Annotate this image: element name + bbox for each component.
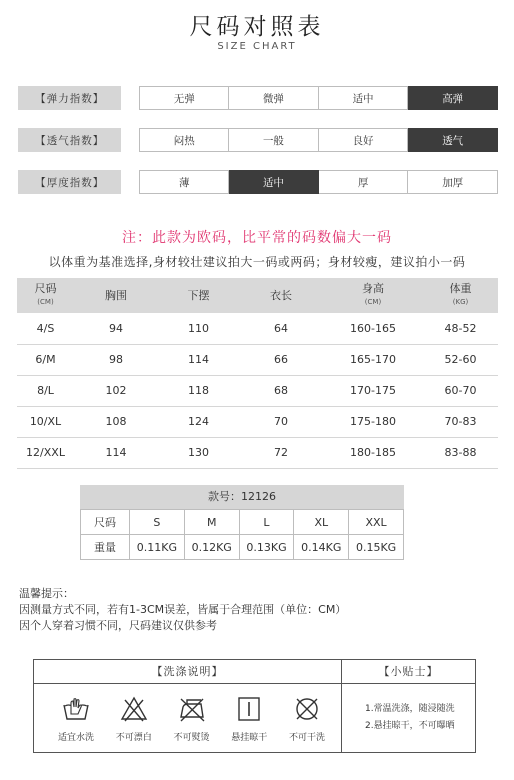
- table-cell: S: [130, 510, 185, 535]
- table-cell: XXL: [349, 510, 404, 535]
- table-cell: 0.12KG: [184, 535, 239, 560]
- scale-option: 加厚: [408, 170, 498, 194]
- table-row: [81, 535, 404, 560]
- table-row: [17, 406, 498, 437]
- care-label: 悬挂晾干: [231, 733, 268, 743]
- table-cell: 130: [158, 437, 239, 468]
- care-label: 不可干洗: [288, 733, 325, 743]
- no-bleach-icon: [119, 694, 149, 724]
- wash-title: 【洗涤说明】: [34, 660, 341, 684]
- header-cell: [323, 278, 423, 313]
- table-cell: 110: [158, 313, 239, 344]
- breathability-scale: [18, 128, 498, 152]
- table-cell: 98: [74, 344, 158, 375]
- scale-option-selected: 高弹: [408, 86, 498, 110]
- table-cell: 4/S: [17, 313, 74, 344]
- table-cell: 6/M: [17, 344, 74, 375]
- table-cell: 114: [74, 437, 158, 468]
- table-row: [17, 375, 498, 406]
- style-number: 款号：12126: [80, 485, 404, 509]
- header-label: 下摆: [187, 288, 210, 302]
- table-row: [17, 344, 498, 375]
- table-cell: 124: [158, 406, 239, 437]
- care-label: 适宜水洗: [57, 733, 94, 743]
- header-label: 衣长: [270, 288, 292, 302]
- table-cell: 70: [239, 406, 323, 437]
- weight-table: [80, 509, 404, 560]
- no-iron-icon: [177, 694, 207, 724]
- scale-label: 【厚度指数】: [18, 170, 121, 194]
- header-cell: [239, 278, 323, 313]
- no-dry-clean-icon: [292, 694, 322, 724]
- table-cell: 68: [239, 375, 323, 406]
- scale-label: 【透气指数】: [18, 128, 121, 152]
- header-label: 尺码: [34, 282, 57, 295]
- table-row: [81, 510, 404, 535]
- scale-option-selected: 透气: [408, 128, 498, 152]
- header-cell: [158, 278, 239, 313]
- size-table-header: [17, 278, 498, 313]
- table-cell: L: [239, 510, 294, 535]
- scale-option: 适中: [319, 86, 409, 110]
- small-tips-title: 【小贴士】: [342, 660, 475, 684]
- table-cell: 12/XXL: [17, 437, 74, 468]
- hand-wash-icon: [61, 694, 91, 724]
- table-cell: 48-52: [423, 313, 498, 344]
- small-tips: [342, 660, 475, 752]
- sizing-warning: 注：此款为欧码，比平常的码数偏大一码: [122, 230, 392, 246]
- header-unit: (CM): [37, 298, 54, 306]
- page-title: 尺码对照表: [189, 14, 325, 40]
- table-cell: 118: [158, 375, 239, 406]
- table-cell: 0.13KG: [239, 535, 294, 560]
- table-cell: 72: [239, 437, 323, 468]
- small-tip-line: 2.悬挂晾干，不可曝晒: [365, 721, 455, 731]
- header-unit: (CM): [364, 298, 382, 306]
- table-cell: 170-175: [323, 375, 423, 406]
- row-label: 尺码: [81, 510, 130, 535]
- scale-option: 闷热: [139, 128, 229, 152]
- scale-option: 无弹: [139, 86, 229, 110]
- table-cell: XL: [294, 510, 349, 535]
- header-label: 胸围: [105, 288, 127, 302]
- table-row: [17, 313, 498, 344]
- table-cell: 94: [74, 313, 158, 344]
- care-item: [279, 694, 335, 743]
- scale-option: 微弹: [229, 86, 319, 110]
- table-cell: 60-70: [423, 375, 498, 406]
- care-icons: [48, 694, 335, 743]
- row-label: 重量: [81, 535, 130, 560]
- table-cell: 70-83: [423, 406, 498, 437]
- tips-heading: 温馨提示：: [19, 587, 74, 600]
- scale-option: 薄: [139, 170, 229, 194]
- wash-instructions: [34, 660, 342, 752]
- hang-dry-icon: [234, 694, 264, 724]
- table-cell: 66: [239, 344, 323, 375]
- table-cell: 0.15KG: [349, 535, 404, 560]
- table-cell: 0.14KG: [294, 535, 349, 560]
- scale-option-selected: 适中: [229, 170, 319, 194]
- table-cell: 52-60: [423, 344, 498, 375]
- header-cell: [17, 278, 74, 313]
- table-cell: 175-180: [323, 406, 423, 437]
- header-cell: [74, 278, 158, 313]
- scale-option: 厚: [319, 170, 409, 194]
- table-cell: 102: [74, 375, 158, 406]
- care-label: 不可漂白: [115, 733, 152, 743]
- care-label: 不可熨烫: [173, 733, 210, 743]
- table-cell: 180-185: [323, 437, 423, 468]
- weight-table-box: [80, 485, 404, 560]
- size-table: [17, 278, 498, 469]
- thickness-scale: [18, 170, 498, 194]
- table-cell: 83-88: [423, 437, 498, 468]
- care-item: [48, 694, 104, 743]
- sizing-advice: 以体重为基准选择,身材较壮建议拍大一码或两码；身材较瘦，建议拍小一码: [48, 255, 466, 269]
- tips-line: 因个人穿着习惯不同，尺码建议仅供参考: [19, 619, 217, 632]
- table-cell: 160-165: [323, 313, 423, 344]
- table-cell: 64: [239, 313, 323, 344]
- care-item: [221, 694, 277, 743]
- care-item: [106, 694, 162, 743]
- header-label: 体重: [449, 282, 472, 295]
- table-cell: 165-170: [323, 344, 423, 375]
- header-label: 身高: [362, 282, 384, 295]
- header-unit: (KG): [452, 298, 469, 306]
- table-cell: 0.11KG: [130, 535, 185, 560]
- header-cell: [423, 278, 498, 313]
- table-cell: 114: [158, 344, 239, 375]
- tips-line: 因测量方式不同，若有1-3CM误差，皆属于合理范围（单位：CM）: [19, 603, 347, 616]
- page-subtitle: SIZE CHART: [217, 41, 297, 52]
- table-cell: M: [184, 510, 239, 535]
- care-instructions-box: [33, 659, 476, 753]
- scale-option: 良好: [319, 128, 409, 152]
- elasticity-scale: [18, 86, 498, 110]
- table-cell: 10/XL: [17, 406, 74, 437]
- table-row: [17, 437, 498, 468]
- scale-label: 【弹力指数】: [18, 86, 121, 110]
- care-item: [164, 694, 220, 743]
- table-cell: 108: [74, 406, 158, 437]
- small-tip-line: 1.常温洗涤，随浸随洗: [365, 704, 455, 714]
- table-cell: 8/L: [17, 375, 74, 406]
- scale-option: 一般: [229, 128, 319, 152]
